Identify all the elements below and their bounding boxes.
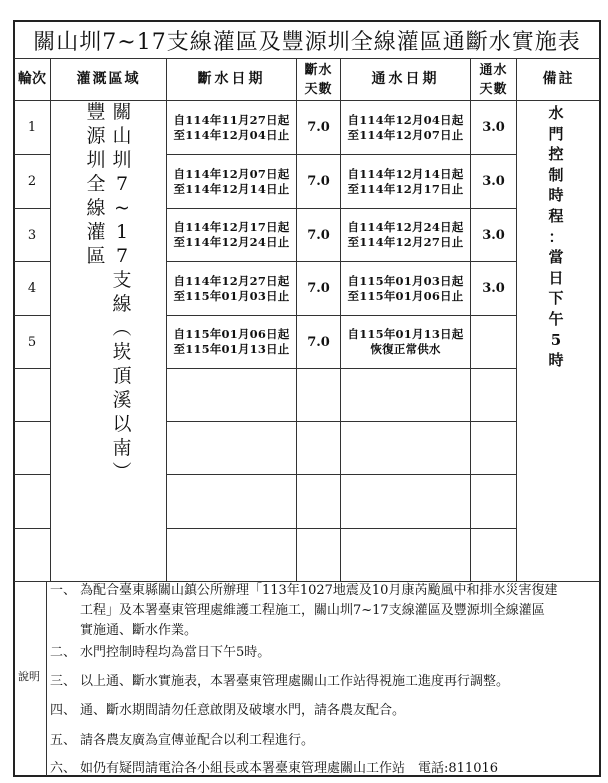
flow-days-cell bbox=[471, 316, 516, 368]
note-line: 請各農友廣為宣傳並配合以利工程進行。 bbox=[80, 733, 315, 748]
note-line: 工程」及本署臺東管理處維護工程施工，關山圳7~17支線灌區及豐源圳全線灌區 bbox=[80, 603, 545, 618]
flow-days-cell bbox=[471, 101, 516, 154]
flow-days-cell bbox=[471, 209, 516, 261]
flow-to: 至114年12月17日止 bbox=[347, 181, 464, 196]
note-marker: 六、 bbox=[50, 761, 77, 776]
flow-from: 自114年12月04日起 bbox=[347, 112, 464, 127]
vertical-char: 崁 bbox=[112, 341, 132, 363]
header-area: 灌溉區域 bbox=[76, 71, 141, 87]
flow-days: 3.0 bbox=[482, 174, 505, 189]
vertical-char: 日 bbox=[548, 268, 564, 287]
header-cut-days-line2: 天數 bbox=[304, 81, 333, 97]
cut-from: 自114年11月27日起 bbox=[173, 112, 290, 127]
cut-date-cell bbox=[167, 316, 296, 368]
cut-to: 至115年01月03日止 bbox=[173, 288, 290, 303]
flow-days: 3.0 bbox=[482, 281, 505, 296]
vertical-char: 關 bbox=[112, 101, 132, 123]
flow-to: 至114年12月27日止 bbox=[347, 235, 464, 249]
vertical-char: 源 bbox=[86, 125, 106, 147]
header-cut-days bbox=[297, 59, 340, 100]
cut-date-cell bbox=[167, 209, 296, 261]
header-cut-days-line1: 斷水 bbox=[304, 62, 333, 78]
cut-date-cell bbox=[167, 262, 296, 315]
cut-from: 自114年12月17日起 bbox=[173, 220, 290, 234]
note-marker: 一、 bbox=[50, 583, 77, 598]
vertical-char: 時 bbox=[548, 186, 564, 205]
vertical-char: 以 bbox=[112, 413, 132, 435]
round-value: 2 bbox=[27, 174, 37, 189]
note-line: 通、斷水期間請勿任意啟閉及破壞水門，請各農友配合。 bbox=[80, 703, 406, 718]
vertical-char: 水 bbox=[548, 104, 564, 122]
cut-from: 自114年12月27日起 bbox=[173, 273, 290, 288]
note-line: 如仍有疑問請電洽各小組長或本署臺東管理處關山工作站 電話:811016 bbox=[80, 761, 499, 776]
header-flow-days-line1: 通水 bbox=[479, 62, 508, 78]
flow-from: 自114年12月14日起 bbox=[347, 166, 464, 181]
cut-from: 自115年01月06日起 bbox=[173, 327, 290, 341]
header-cut-date: 斷水日期 bbox=[197, 71, 266, 87]
vertical-char: 時 bbox=[548, 351, 564, 370]
vertical-char: 午 bbox=[548, 309, 564, 328]
vertical-char: 圳 bbox=[86, 149, 106, 171]
vertical-char: 當 bbox=[548, 248, 564, 267]
flow-date-cell bbox=[341, 262, 470, 315]
flow-date-cell bbox=[341, 209, 470, 261]
flow-days-cell bbox=[471, 155, 516, 208]
cut-days-cell bbox=[297, 209, 340, 261]
cut-from: 自114年12月07日起 bbox=[173, 166, 290, 181]
divider bbox=[516, 58, 517, 581]
note-marker: 二、 bbox=[50, 645, 77, 660]
cut-days: 7.0 bbox=[307, 174, 330, 189]
vertical-char: 支 bbox=[112, 269, 132, 291]
vertical-char: 灌 bbox=[86, 221, 106, 243]
cut-to: 至114年12月14日止 bbox=[173, 181, 290, 196]
round-value: 1 bbox=[27, 120, 37, 135]
area-text-fengyuan bbox=[84, 100, 108, 268]
cut-date-cell bbox=[167, 155, 296, 208]
note-line: 實施通、斷水作業。 bbox=[80, 623, 198, 638]
flow-to: 至115年01月06日止 bbox=[347, 288, 464, 303]
vertical-char: 線 bbox=[112, 293, 132, 315]
flow-days-cell bbox=[471, 262, 516, 315]
divider bbox=[14, 528, 50, 529]
cut-days: 7.0 bbox=[307, 281, 330, 296]
note-marker: 五、 bbox=[50, 733, 77, 748]
vertical-char: 下 bbox=[548, 289, 564, 308]
note-line: 水門控制時程均為當日下午5時。 bbox=[80, 645, 271, 660]
remark-text bbox=[545, 103, 567, 371]
header-flow-date: 通水日期 bbox=[371, 71, 440, 87]
flow-date-cell bbox=[341, 316, 470, 368]
vertical-char: 程 bbox=[548, 206, 564, 225]
vertical-char: ~ bbox=[114, 197, 130, 219]
vertical-char: ： bbox=[548, 227, 564, 246]
divider bbox=[14, 474, 50, 475]
flow-days: 3.0 bbox=[482, 120, 505, 135]
vertical-char: 圳 bbox=[112, 149, 132, 171]
flow-days: 3.0 bbox=[482, 227, 505, 243]
cut-days-cell bbox=[297, 262, 340, 315]
vertical-char: 門 bbox=[548, 124, 564, 143]
round-number bbox=[14, 209, 50, 261]
cut-days-cell bbox=[297, 316, 340, 368]
vertical-char: ︶ bbox=[112, 461, 132, 483]
round-number bbox=[14, 316, 50, 368]
header-flow-days bbox=[471, 59, 516, 100]
round-number bbox=[14, 101, 50, 154]
divider bbox=[46, 581, 47, 776]
flow-date-cell bbox=[341, 101, 470, 154]
note-marker: 四、 bbox=[50, 703, 77, 718]
flow-date-cell bbox=[341, 155, 470, 208]
cut-to: 至114年12月04日止 bbox=[173, 127, 290, 142]
vertical-char: ︵ bbox=[112, 317, 132, 339]
divider bbox=[50, 58, 51, 581]
round-value: 5 bbox=[27, 334, 37, 350]
vertical-char: 頂 bbox=[112, 365, 132, 387]
vertical-char: 線 bbox=[86, 197, 106, 219]
cut-to: 至115年01月13日止 bbox=[173, 342, 290, 356]
note-line: 為配合臺東縣關山鎮公所辦理「113年1027地震及10月康芮颱風中和排水災害復建 bbox=[80, 583, 558, 598]
round-value: 3 bbox=[27, 227, 37, 243]
cut-days-cell bbox=[297, 101, 340, 154]
notes-label: 說明 bbox=[18, 670, 40, 683]
round-number bbox=[14, 155, 50, 208]
vertical-char: 南 bbox=[112, 437, 132, 459]
cut-days: 7.0 bbox=[307, 120, 330, 135]
divider bbox=[14, 368, 50, 369]
divider bbox=[166, 474, 516, 475]
divider bbox=[166, 421, 516, 422]
divider bbox=[166, 368, 516, 369]
vertical-char: 5 bbox=[550, 330, 562, 349]
divider bbox=[166, 528, 516, 529]
vertical-char: 制 bbox=[548, 165, 564, 184]
note-line: 以上通、斷水實施表，本署臺東管理處關山工作站得視施工進度再行調整。 bbox=[80, 674, 510, 689]
vertical-char: 7 bbox=[115, 173, 129, 195]
vertical-char: 1 bbox=[115, 221, 129, 243]
vertical-char: 區 bbox=[86, 245, 106, 267]
flow-to: 至114年12月07日止 bbox=[347, 127, 464, 142]
flow-to: 恢復正常供水 bbox=[370, 342, 441, 356]
round-value: 4 bbox=[27, 281, 37, 296]
vertical-char: 山 bbox=[112, 125, 132, 147]
vertical-char: 豐 bbox=[86, 101, 106, 123]
cut-to: 至114年12月24日止 bbox=[173, 235, 290, 249]
flow-from: 自115年01月13日起 bbox=[347, 327, 464, 341]
header-flow-days-line2: 天數 bbox=[479, 81, 508, 97]
page-title: 關山圳7~17支線灌區及豐源圳全線灌區通斷水實施表 bbox=[33, 29, 581, 55]
vertical-char: 全 bbox=[86, 173, 106, 195]
cut-days-cell bbox=[297, 155, 340, 208]
area-text-guanshan bbox=[110, 100, 134, 484]
round-number bbox=[14, 262, 50, 315]
header-remark: 備註 bbox=[542, 71, 575, 87]
cut-days: 7.0 bbox=[307, 227, 330, 243]
header-round: 輪次 bbox=[18, 71, 46, 87]
flow-from: 自114年12月24日起 bbox=[347, 220, 464, 234]
vertical-char: 溪 bbox=[112, 389, 132, 411]
vertical-char: 控 bbox=[548, 145, 564, 164]
vertical-char: 7 bbox=[115, 245, 129, 267]
cut-days: 7.0 bbox=[307, 334, 330, 350]
divider bbox=[14, 421, 50, 422]
note-marker: 三、 bbox=[50, 674, 77, 689]
cut-date-cell bbox=[167, 101, 296, 154]
flow-from: 自115年01月03日起 bbox=[347, 273, 464, 288]
